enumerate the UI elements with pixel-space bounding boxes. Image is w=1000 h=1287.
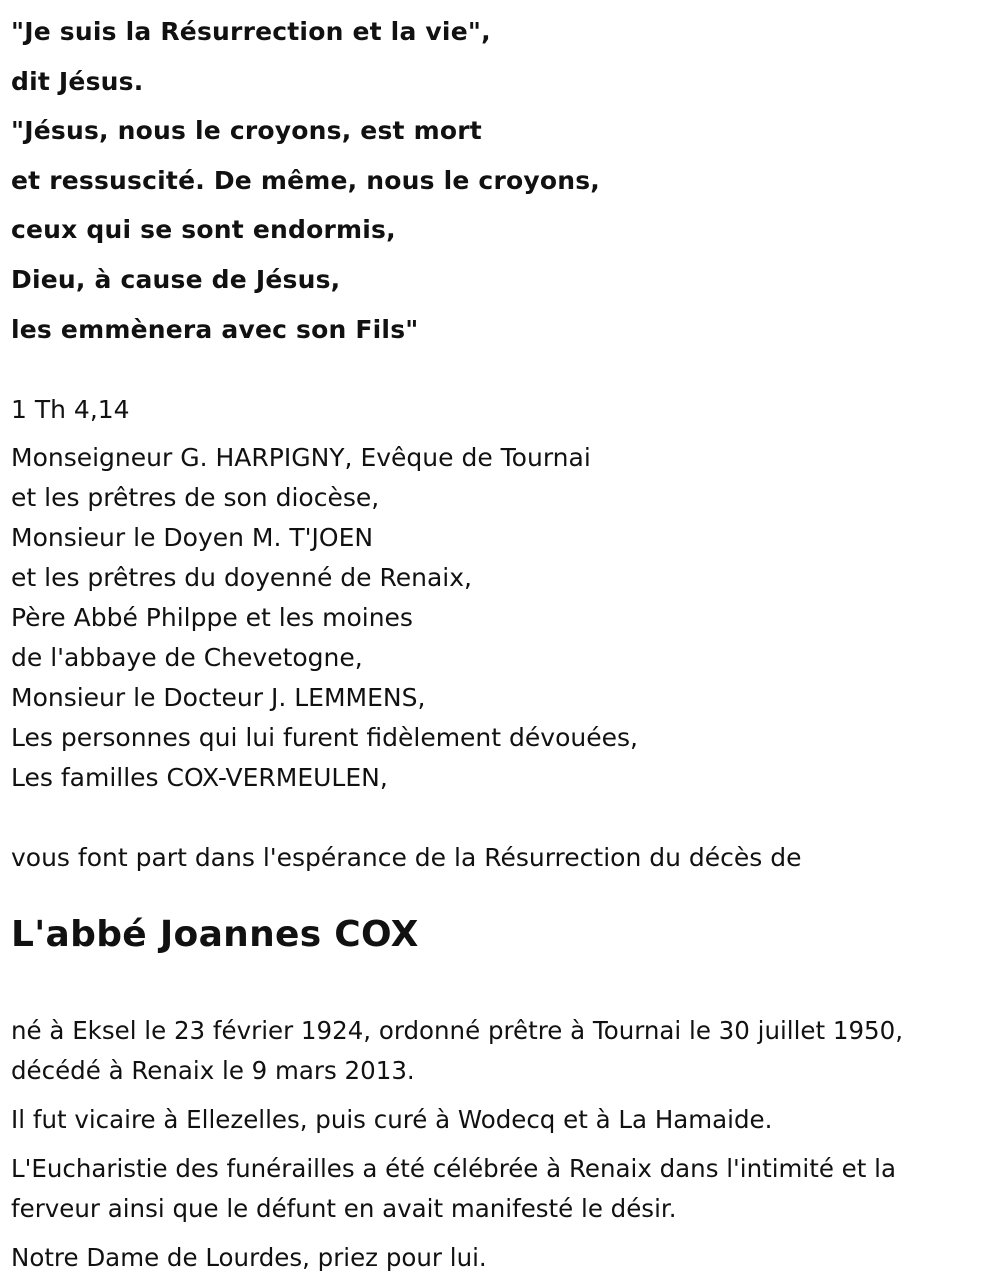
obituary-notice	[11, 0, 986, 1287]
announcers-list	[11, 438, 986, 798]
biography-paragraph: né à Eksel le 23 février 1924, ordonné prêtre à Tournai le 30 juillet 1950, décédé à Renaix le 9 mars 2013.	[11, 1016, 904, 1086]
announcer-line: Monsieur le Doyen M. T'JOEN	[11, 523, 374, 553]
verse-line: Dieu, à cause de Jésus,	[11, 264, 341, 294]
announcer-line: Les personnes qui lui furent fidèlement dévouées,	[11, 723, 638, 753]
verse-line: "Jésus, nous le croyons, est mort	[11, 116, 482, 146]
scripture-verse	[11, 7, 986, 354]
announcer-line: Monsieur le Docteur J. LEMMENS,	[11, 683, 426, 713]
verse-reference: 1 Th 4,14	[11, 395, 130, 425]
verse-line: dit Jésus.	[11, 66, 144, 96]
announcer-line: de l'abbaye de Chevetogne,	[11, 643, 363, 673]
announcer-line: et les prêtres de son diocèse,	[11, 483, 380, 513]
announcer-line: Monseigneur G. HARPIGNY, Evêque de Tournai	[11, 443, 591, 473]
verse-line: ceux qui se sont endormis,	[11, 215, 396, 245]
announcer-line: Père Abbé Philppe et les moines	[11, 603, 413, 633]
biography-paragraph: Il fut vicaire à Ellezelles, puis curé à Wodecq et à La Hamaide.	[11, 1105, 773, 1135]
announcement-text: vous font part dans l'espérance de la Résurrection du décès de	[11, 843, 802, 873]
verse-line: et ressuscité. De même, nous le croyons,	[11, 165, 601, 195]
biography-paragraph: Notre Dame de Lourdes, priez pour lui.	[11, 1243, 487, 1273]
verse-line: "Je suis la Résurrection et la vie",	[11, 17, 491, 46]
announcer-line: et les prêtres du doyenné de Renaix,	[11, 563, 472, 593]
biography	[11, 1011, 986, 1278]
biography-paragraph: L'Eucharistie des funérailles a été célébrée à Renaix dans l'intimité et la ferveur ainsi que le défunt en avait manifesté le désir.	[11, 1154, 896, 1224]
announcer-line: Les familles COX-VERMEULEN,	[11, 763, 388, 793]
deceased-name: L'abbé Joannes COX	[11, 914, 419, 956]
verse-line: les emmènera avec son Fils"	[11, 314, 419, 344]
